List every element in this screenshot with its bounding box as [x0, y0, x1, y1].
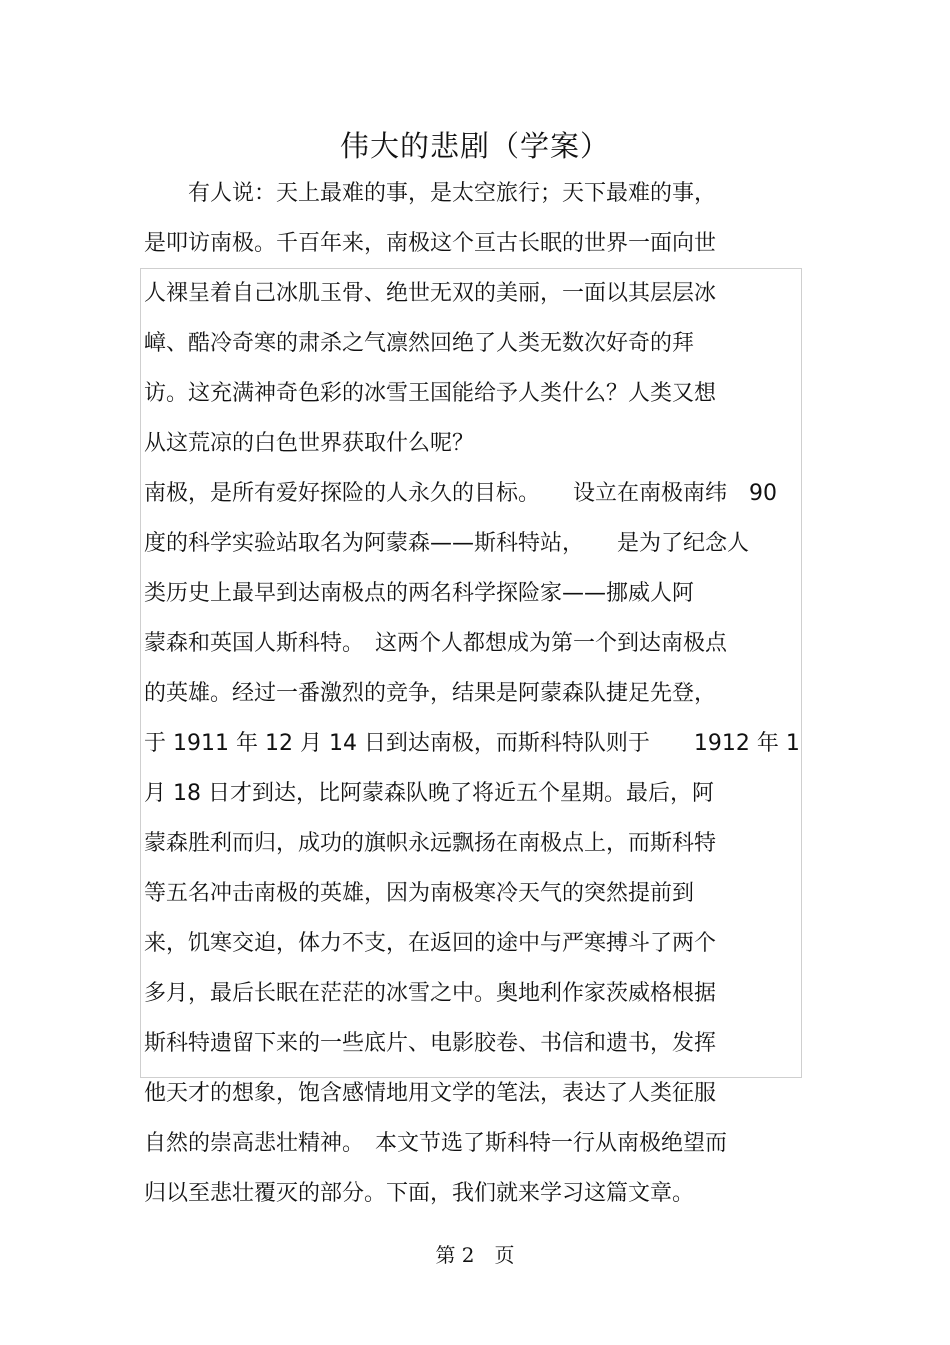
body-line: 类历史上最早到达南极点的两名科学探险家——挪威人阿 — [144, 581, 695, 606]
body-line: 人裸呈着自己冰肌玉骨、绝世无双的美丽，一面以其层层冰 — [144, 281, 717, 306]
body-line: 是叩访南极。千百年来，南极这个亘古长眠的世界一面向世 — [144, 231, 717, 256]
body-line: 有人说：天上最难的事，是太空旅行；天下最难的事， — [144, 181, 717, 206]
body-line: 的英雄。经过一番激烈的竞争，结果是阿蒙森队捷足先登， — [144, 681, 717, 706]
body-line: 自然的崇高悲壮精神。 本文节选了斯科特一行从南极绝望而 — [144, 1131, 728, 1156]
body-line: 等五名冲击南极的英雄，因为南极寒冷天气的突然提前到 — [144, 881, 695, 906]
body-line: 月 18 日才到达，比阿蒙森队晚了将近五个星期。最后，阿 — [144, 781, 714, 806]
body-line: 来，饥寒交迫，体力不支，在返回的途中与严寒搏斗了两个 — [144, 931, 717, 956]
body-line: 嶂、酷冷奇寒的肃杀之气凛然回绝了人类无数次好奇的拜 — [144, 331, 695, 356]
page-number: 第 2 页 — [435, 1243, 515, 1267]
body-line: 他天才的想象，饱含感情地用文学的笔法，表达了人类征服 — [144, 1081, 717, 1106]
body-line: 多月，最后长眠在茫茫的冰雪之中。奥地利作家茨威格根据 — [144, 981, 717, 1006]
body-line: 南极，是所有爱好探险的人永久的目标。 设立在南极南纬 90 — [144, 481, 777, 506]
page-title: 伟大的悲剧（学案） — [339, 129, 610, 163]
body-line: 从这荒凉的白色世界获取什么呢？ — [144, 431, 475, 456]
body-line: 度的科学实验站取名为阿蒙森——斯科特站， 是为了纪念人 — [144, 531, 750, 556]
body-line: 归以至悲壮覆灭的部分。下面，我们就来学习这篇文章。 — [144, 1181, 695, 1206]
body-line: 蒙森胜利而归，成功的旗帜永远飘扬在南极点上，而斯科特 — [144, 831, 717, 856]
body-line: 斯科特遗留下来的一些底片、电影胶卷、书信和遗书，发挥 — [144, 1031, 717, 1056]
body-line: 蒙森和英国人斯科特。 这两个人都想成为第一个到达南极点 — [144, 631, 728, 656]
body-line: 访。这充满神奇色彩的冰雪王国能给予人类什么？人类又想 — [144, 381, 717, 406]
body-line: 于 1911 年 12 月 14 日到达南极，而斯科特队则于 1912 年 1 — [144, 731, 800, 756]
